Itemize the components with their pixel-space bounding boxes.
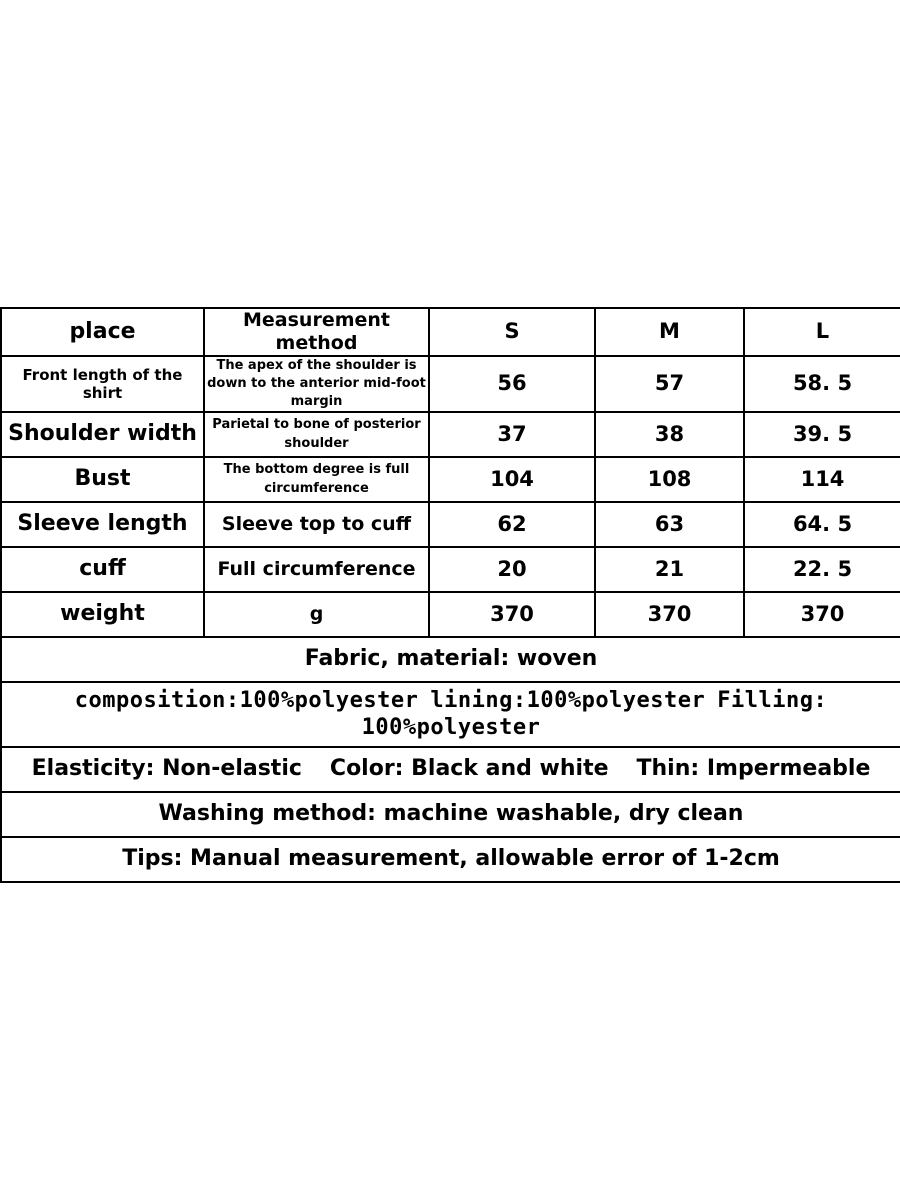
row-size-m: 108 [595, 457, 744, 502]
properties-row [1, 747, 900, 792]
row-size-s: 370 [429, 592, 595, 637]
header-place: place [1, 308, 204, 356]
size-chart [0, 307, 900, 883]
row-place: weight [1, 592, 204, 637]
composition-row [1, 682, 900, 747]
row-size-m: 57 [595, 356, 744, 413]
color-text: Color: Black and white [329, 756, 609, 782]
properties-cell [1, 747, 900, 792]
row-size-m: 21 [595, 547, 744, 592]
row-size-s: 62 [429, 502, 595, 547]
thin-text: Thin: Impermeable [636, 756, 871, 782]
row-method: Sleeve top to cuff [204, 502, 429, 547]
row-size-s: 56 [429, 356, 595, 413]
row-method: Parietal to bone of posterior shoulder [204, 412, 429, 457]
row-size-m: 370 [595, 592, 744, 637]
row-size-l: 58. 5 [744, 356, 900, 413]
header-row [1, 308, 900, 356]
table-row [1, 457, 900, 502]
row-place: Front length of the shirt [1, 356, 204, 413]
row-size-s: 37 [429, 412, 595, 457]
row-size-l: 370 [744, 592, 900, 637]
header-size-s: S [429, 308, 595, 356]
row-method: The bottom degree is full circumference [204, 457, 429, 502]
table-row [1, 502, 900, 547]
table-row [1, 412, 900, 457]
row-place: Shoulder width [1, 412, 204, 457]
header-size-m: M [595, 308, 744, 356]
row-size-s: 104 [429, 457, 595, 502]
composition-text: composition:100%polyester [74, 688, 419, 714]
lining-text: lining:100%polyester [430, 688, 706, 714]
fabric-text: Fabric, material: woven [1, 637, 900, 682]
row-method: The apex of the shoulder is down to the anterior mid-foot margin [204, 356, 429, 413]
row-size-m: 63 [595, 502, 744, 547]
table-row [1, 547, 900, 592]
row-place: cuff [1, 547, 204, 592]
table-row [1, 356, 900, 413]
table-row [1, 592, 900, 637]
row-size-l: 39. 5 [744, 412, 900, 457]
elasticity-text: Elasticity: Non-elastic [31, 756, 302, 782]
row-size-l: 114 [744, 457, 900, 502]
header-method: Measurement method [204, 308, 429, 356]
composition-cell [1, 682, 900, 747]
header-size-l: L [744, 308, 900, 356]
row-method: Full circumference [204, 547, 429, 592]
washing-row [1, 792, 900, 837]
row-place: Bust [1, 457, 204, 502]
tips-text: Tips: Manual measurement, allowable error of 1-2cm [1, 837, 900, 882]
size-table [0, 307, 900, 883]
row-size-s: 20 [429, 547, 595, 592]
fabric-row [1, 637, 900, 682]
row-method: g [204, 592, 429, 637]
row-size-m: 38 [595, 412, 744, 457]
washing-text: Washing method: machine washable, dry clean [1, 792, 900, 837]
row-place: Sleeve length [1, 502, 204, 547]
row-size-l: 64. 5 [744, 502, 900, 547]
tips-row [1, 837, 900, 882]
row-size-l: 22. 5 [744, 547, 900, 592]
filling-text: Filling: 100%polyester [361, 688, 828, 740]
